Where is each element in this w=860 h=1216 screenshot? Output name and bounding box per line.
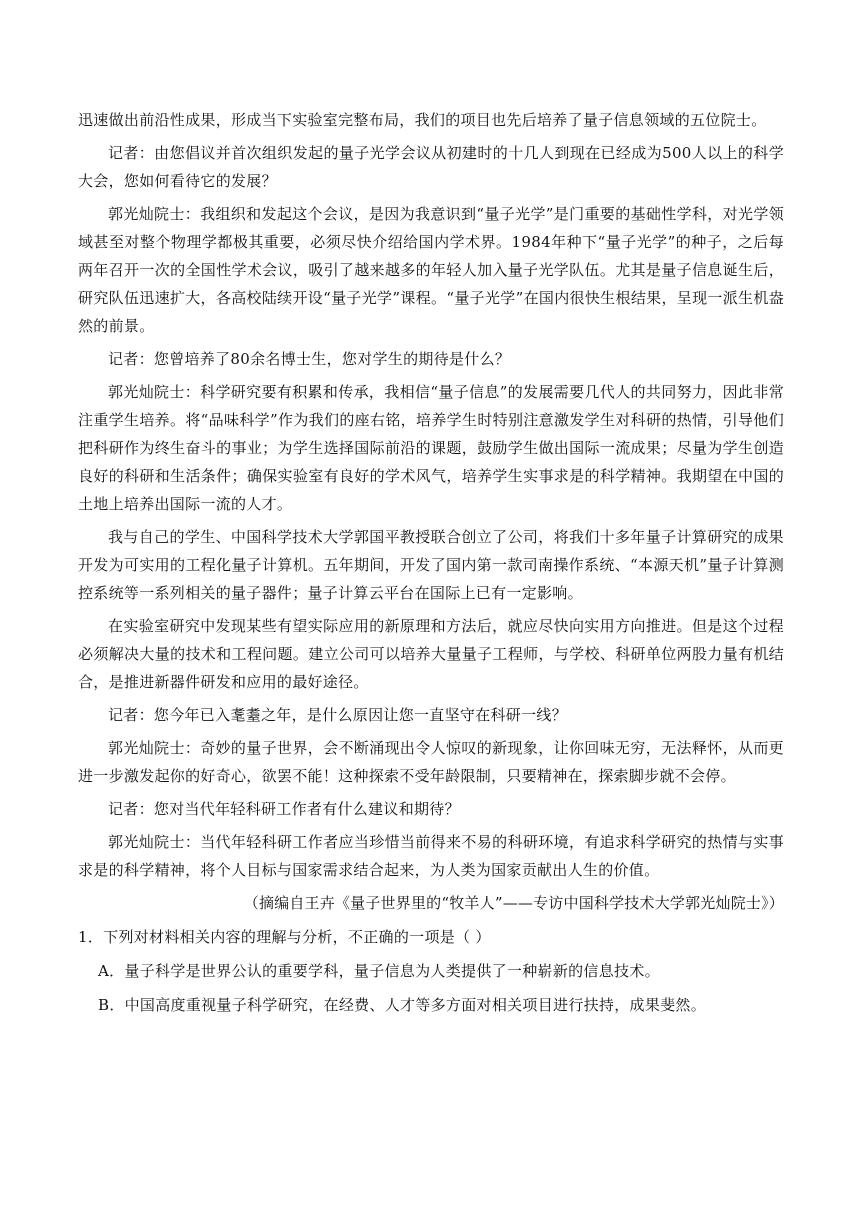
body-paragraph: 郭光灿院士：科学研究要有积累和传承，我相信“量子信息”的发展需要几代人的共同努力，因此非常注重学生培养。将“品味科学”作为我们的座右铭，培养学生时特别注意激发学生对科研的热情，引导他们把科研作为终生奋斗的事业；为学生选择国际前沿的课题，鼓励学生做出国际一流成果；尽量为学生创造良好的科研和生活条件；确保实验室有良好的学术风气，培养学生实事求是的科学精神。我期望在中国的土地上培养出国际一流的人才。 (78, 383, 784, 513)
body-paragraph: 在实验室研究中发现某些有望实际应用的新原理和方法后，就应尽快向实用方向推进。但是这个过程必须解决大量的技术和工程问题。建立公司可以培养大量量子工程师，与学校、科研单位两股力量有机结合，是推进新器件研发和应用的最好途径。 (78, 617, 784, 691)
question-option-b: B．中国高度重视量子科学研究，在经费、人才等多方面对相关项目进行扶持，成果斐然。 (98, 996, 707, 1014)
body-paragraph: 郭光灿院士：奇妙的量子世界，会不断涌现出令人惊叹的新现象，让你回味无穷，无法释怀，从而更进一步激发起你的好奇心，欲罢不能！这种探索不受年龄限制，只要精神在，探索脚步就不会停。 (78, 739, 784, 785)
question-option-a: A．量子科学是世界公认的重要学科，量子信息为人类提供了一种崭新的信息技术。 (98, 962, 660, 980)
question-stem: 1．下列对材料相关内容的理解与分析，不正确的一项是（ ） (78, 928, 491, 946)
body-paragraph: 我与自己的学生、中国科学技术大学郭国平教授联合创立了公司，将我们十多年量子计算研究的成果开发为可实用的工程化量子计算机。五年期间，开发了国内第一款司南操作系统、“本源天机”量子计算测控系统等一系列相关的量子器件；量子计算云平台在国际上已有一定影响。 (78, 528, 784, 602)
body-paragraph: 郭光灿院士：当代年轻科研工作者应当珍惜当前得来不易的科研环境，有追求科学研究的热情与实事求是的科学精神，将个人目标与国家需求结合起来，为人类为国家贡献出人生的价值。 (78, 833, 784, 879)
body-paragraph: 记者：您对当代年轻科研工作者有什么建议和期待？ (108, 800, 460, 818)
body-paragraph: 郭光灿院士：我组织和发起这个会议，是因为我意识到“量子光学”是门重要的基础性学科，对光学领域甚至对整个物理学都极其重要，必须尽快介绍给国内学术界。1984年种下“量子光学”的种子，之后每两年召开一次的全国性学术会议，吸引了越来越多的年轻人加入量子光学队伍。尤其是量子信息诞生后，研究队伍迅速扩大，各高校陆续开设“量子光学”课程。“量子光学”在国内很快生根结果，呈现一派生机盎然的前景。 (78, 205, 784, 335)
body-paragraph: 记者：您今年已入耄耋之年，是什么原因让您一直坚守在科研一线？ (108, 706, 568, 724)
source-citation: （摘编自王卉《量子世界里的“牧羊人”——专访中国科学技术大学郭光灿院士》） (243, 894, 784, 912)
document-page (78, 106, 784, 1025)
body-paragraph: 迅速做出前沿性成果，形成当下实验室完整布局，我们的项目也先后培养了量子信息领域的五位院士。 (78, 111, 767, 129)
body-paragraph: 记者：由您倡议并首次组织发起的量子光学会议从初建时的十几人到现在已经成为500人以上的科学大会，您如何看待它的发展？ (78, 144, 784, 190)
body-paragraph: 记者：您曾培养了80余名博士生，您对学生的期待是什么？ (108, 350, 511, 368)
